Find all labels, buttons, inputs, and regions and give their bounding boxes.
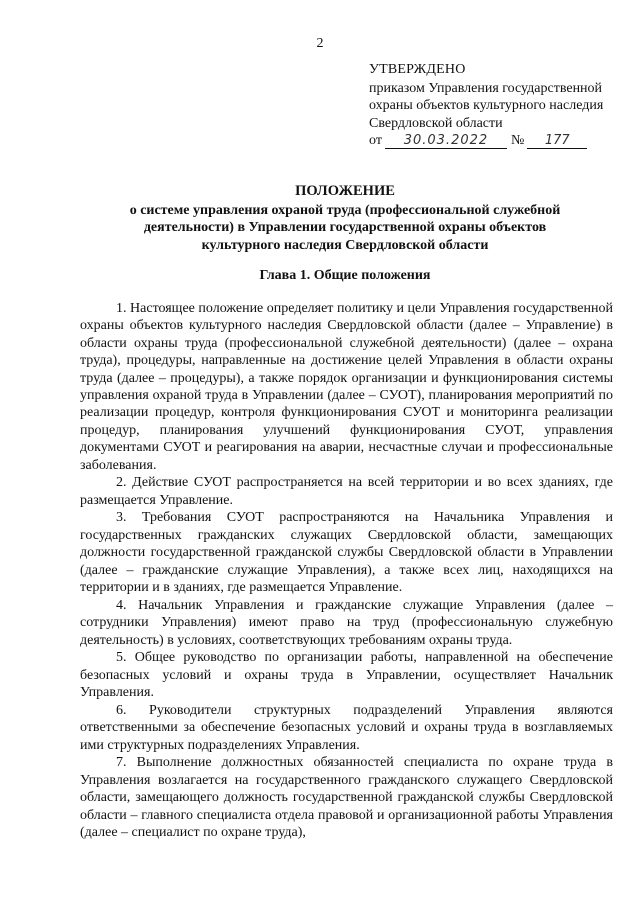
paragraph-3: 3. Требования СУОТ распространяются на Начальника Управления и государственных гражданских служащих Свердловской области, замещающих должности государственной гражданской службы Свердловской области в Управлении (далее – гражданские служащие Управления), а также всех лиц, находящихся на территории и в зданиях, где размещается Управление. [80, 510, 613, 596]
document-title-block [80, 183, 610, 254]
paragraph-7: 7. Выполнение должностных обязанностей специалиста по охране труда в Управления возлагается на государственного гражданского служащего Свердловской области, замещающего должность государственной гражданской службы Свердловской области – главного специалиста отдела правовой и организационной работы Управления (далее – специалист по охране труда), [80, 755, 613, 840]
handwritten-date: 30.03.2022 [385, 134, 507, 149]
approval-line-1: приказом Управления государственной [369, 80, 603, 96]
paragraph-6: 6. Руководители структурных подразделений Управления являются ответственными за обеспечение безопасных условий и охраны труда в возглавляемых ими структурных подразделениях Управления. [80, 702, 613, 753]
paragraph-4: 4. Начальник Управления и гражданские служащие Управления (далее – сотрудники Управления) имеют право на труд (профессиональную служебную деятельность) в условиях, соответствующих требованиям охраны труда. [80, 597, 613, 648]
paragraph-2: 2. Действие СУОТ распространяется на всей территории и во всех зданиях, где размещается Управление. [80, 475, 613, 508]
document-subtitle-line-3: культурного наследия Свердловской области [201, 237, 489, 253]
number-sign: № [510, 133, 525, 148]
paragraph-1: 1. Настоящее положение определяет политику и цели Управления государственной охраны объектов культурного наследия Свердловской области (далее – Управление) в области охраны труда (профессиональной служебной деятельности) (далее – охрана труда), процедуры, направленные на достижение целей Управления в области охраны труда (далее – процедуры), а также порядок организации и функционирования системы управления охраной труда в Управлении (далее – СУОТ), планирования мероприятий по реализации процедур, контроля функционирования СУОТ и мониторинга реализации процедур, планирования улучшений функционирования СУОТ, управления документами СУОТ и реагирования на аварии, несчастные случаи и профессиональные заболевания. [80, 301, 613, 473]
document-subtitle-line-2: деятельности) в Управлении государственной охраны объектов [143, 220, 547, 235]
approval-date-row [369, 132, 629, 150]
document-body [80, 300, 613, 841]
document-title: ПОЛОЖЕНИЕ [295, 183, 395, 199]
approval-line-3: Свердловской области [369, 115, 503, 131]
document-subtitle-line-1: о системе управления охраной труда (профессиональной служебной [129, 202, 561, 218]
page-number: 2 [316, 36, 324, 51]
date-prefix: от [369, 133, 382, 148]
paragraph-5: 5. Общее руководство по организации работы, направленной на обеспечение безопасных условий и охраны труда в Управлении, осуществляет Начальник Управления. [80, 650, 613, 701]
chapter-heading: Глава 1. Общие положения [259, 268, 431, 283]
approval-heading: УТВЕРЖДЕНО [369, 62, 466, 77]
handwritten-number: 177 [527, 134, 587, 149]
approval-line-2: охраны объектов культурного наследия [369, 98, 604, 113]
approval-stamp [369, 61, 629, 150]
